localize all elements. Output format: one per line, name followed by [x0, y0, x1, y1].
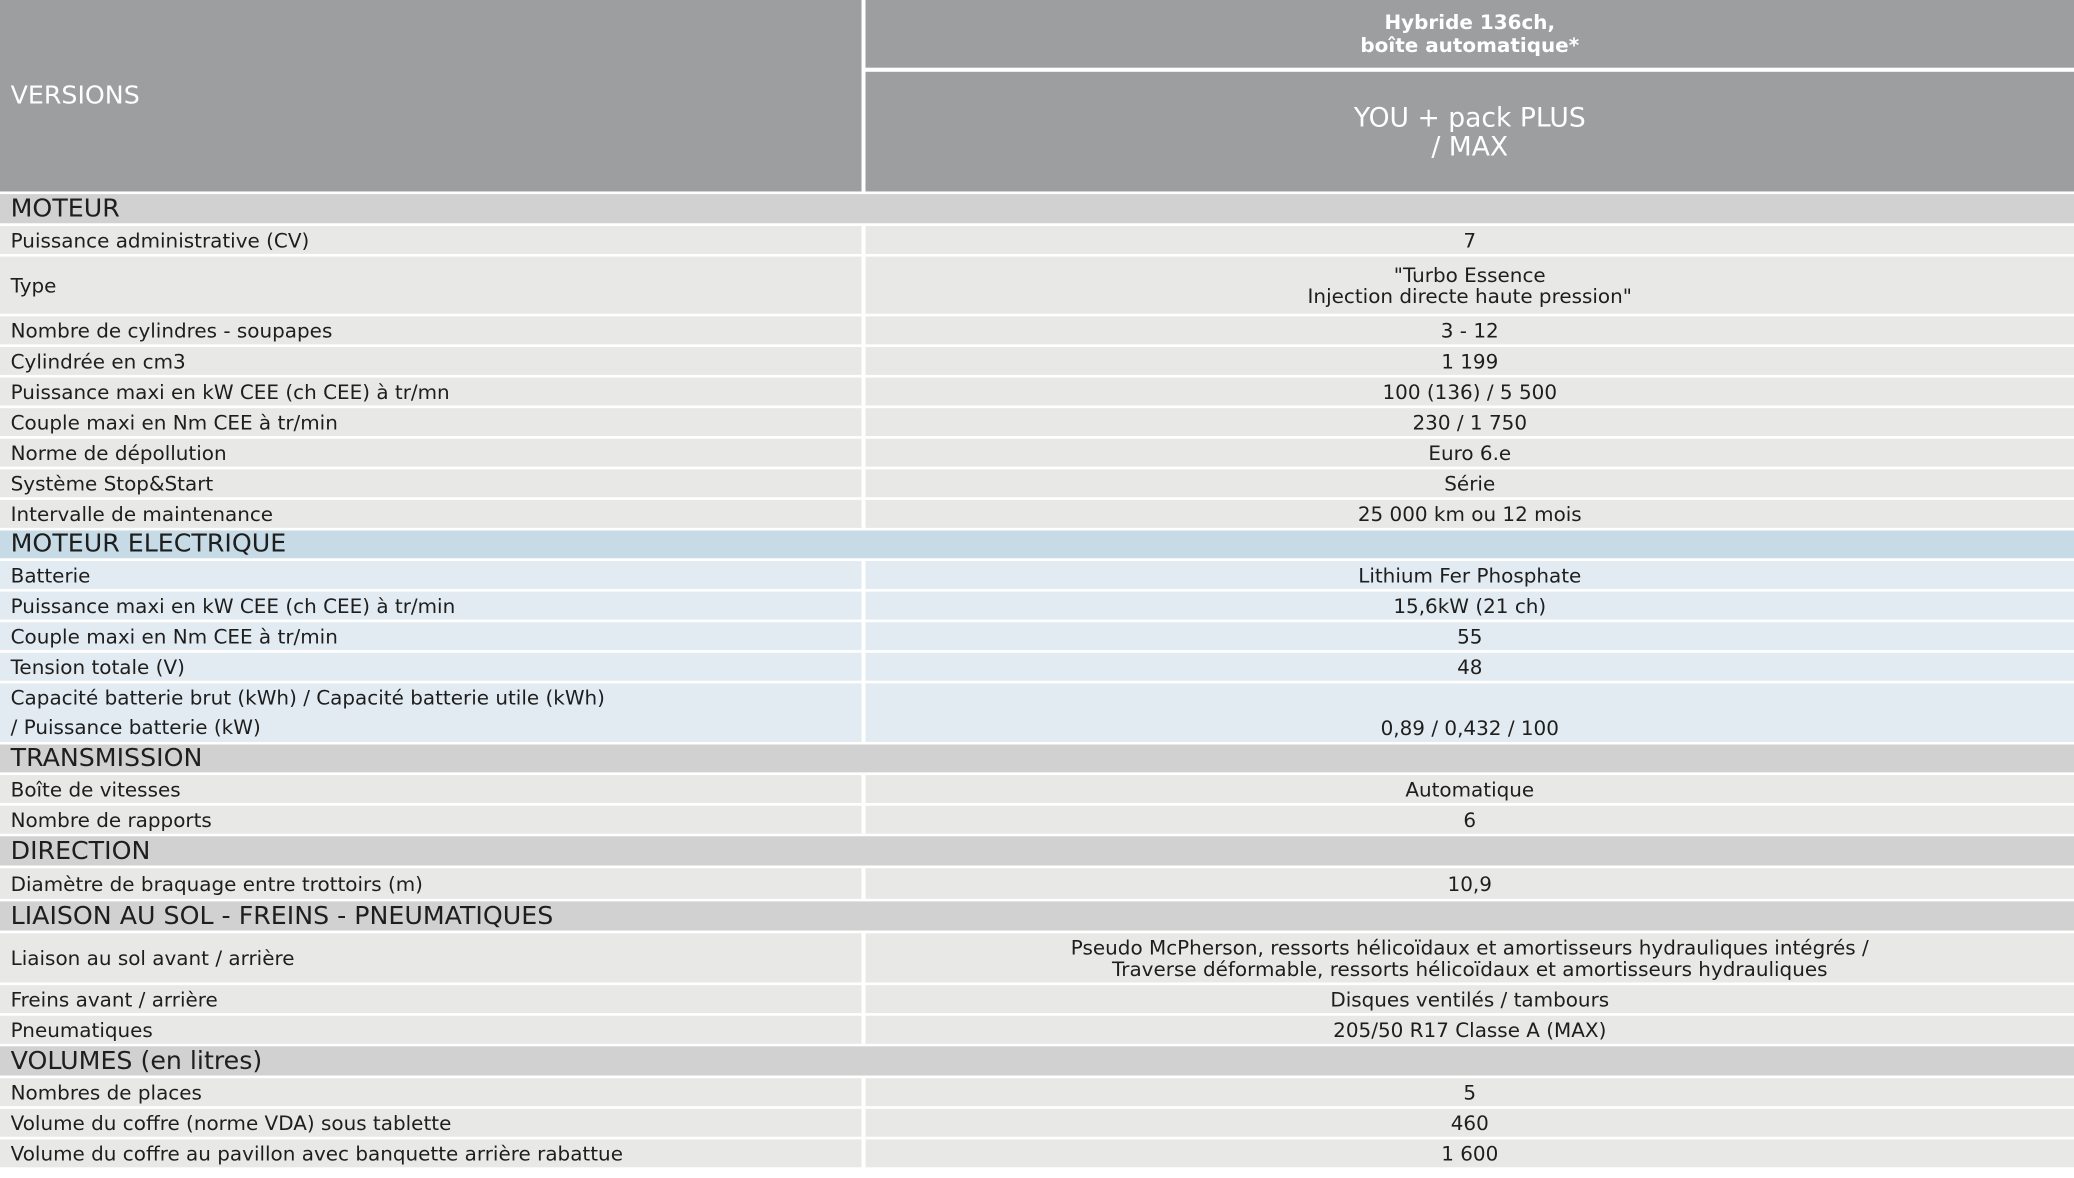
section-volumes: VOLUMES (en litres): [0, 1044, 2074, 1076]
row-value: 0,89 / 0,432 / 100: [866, 683, 2074, 741]
row-value: Pseudo McPherson, ressorts hélicoïdaux et amortisseurs hydrauliques intégrés / Traverse déformable, ressorts hélicoïdaux et amortisseurs hydrauliques: [866, 933, 2074, 982]
table-row: [0, 1106, 2074, 1137]
row-value: 230 / 1 750: [866, 408, 2074, 436]
row-label: Puissance administrative (CV): [0, 226, 862, 254]
row-label: Type: [0, 257, 862, 314]
table-row: [0, 223, 2074, 254]
row-label: Cylindrée en cm3: [0, 347, 862, 375]
table-row: [0, 772, 2074, 803]
row-value: "Turbo Essence Injection directe haute pression": [866, 257, 2074, 314]
table-row: [0, 314, 2074, 345]
row-value: Série: [866, 469, 2074, 497]
row-value: 10,9: [866, 868, 2074, 899]
row-value: 1 199: [866, 347, 2074, 375]
table-row: [0, 681, 2074, 742]
table-row: [0, 1013, 2074, 1044]
section-liaison-au-sol: LIAISON AU SOL - FREINS - PNEUMATIQUES: [0, 899, 2074, 931]
row-label: Volume du coffre au pavillon avec banquette arrière rabattue: [0, 1139, 862, 1167]
row-label: Intervalle de maintenance: [0, 500, 862, 528]
trim-title: YOU + pack PLUS / MAX: [866, 72, 2074, 192]
row-label: Volume du coffre (norme VDA) sous tablette: [0, 1109, 862, 1137]
row-label: Norme de dépollution: [0, 439, 862, 467]
row-label: Système Stop&Start: [0, 469, 862, 497]
row-label: Tension totale (V): [0, 653, 862, 681]
table-row: [0, 436, 2074, 467]
table-row: [0, 254, 2074, 314]
table-row: [0, 866, 2074, 899]
row-label: Puissance maxi en kW CEE (ch CEE) à tr/min: [0, 592, 862, 620]
row-value: 6: [866, 806, 2074, 834]
row-value: 3 - 12: [866, 316, 2074, 344]
row-value: 100 (136) / 5 500: [866, 378, 2074, 406]
row-label: Liaison au sol avant / arrière: [0, 933, 862, 982]
versions-header: VERSIONS: [0, 0, 862, 191]
row-label: [0, 683, 862, 741]
table-row: [0, 1137, 2074, 1168]
row-value: 48: [866, 653, 2074, 681]
row-label: Pneumatiques: [0, 1016, 862, 1044]
row-value: 460: [866, 1109, 2074, 1137]
table-row: [0, 1076, 2074, 1107]
table-row: [0, 650, 2074, 681]
row-label: Batterie: [0, 561, 862, 589]
row-value: 25 000 km ou 12 mois: [866, 500, 2074, 528]
section-moteur-electrique: MOTEUR ELECTRIQUE: [0, 528, 2074, 559]
row-label: Freins avant / arrière: [0, 985, 862, 1013]
row-value: 15,6kW (21 ch): [866, 592, 2074, 620]
row-value: 205/50 R17 Classe A (MAX): [866, 1016, 2074, 1044]
row-label: Puissance maxi en kW CEE (ch CEE) à tr/mn: [0, 378, 862, 406]
table-row: [0, 620, 2074, 651]
row-label: Couple maxi en Nm CEE à tr/min: [0, 622, 862, 650]
table-row: [0, 467, 2074, 498]
section-direction: DIRECTION: [0, 834, 2074, 866]
row-label-line: Capacité batterie brut (kWh) / Capacité batterie utile (kWh): [10, 686, 605, 710]
table-row: [0, 497, 2074, 528]
table-row: [0, 375, 2074, 406]
section-transmission: TRANSMISSION: [0, 742, 2074, 773]
row-value: Automatique: [866, 775, 2074, 803]
row-label: Nombres de places: [0, 1078, 862, 1106]
row-value: 7: [866, 226, 2074, 254]
version-column-header: [866, 0, 2074, 191]
row-value: 5: [866, 1078, 2074, 1106]
section-moteur: MOTEUR: [0, 191, 2074, 223]
table-row: [0, 983, 2074, 1014]
row-label: Nombre de cylindres - soupapes: [0, 316, 862, 344]
table-row: [0, 589, 2074, 620]
row-label: Nombre de rapports: [0, 806, 862, 834]
row-value: Euro 6.e: [866, 439, 2074, 467]
engine-title: Hybride 136ch, boîte automatique*: [866, 0, 2074, 68]
row-value: 55: [866, 622, 2074, 650]
table-row: [0, 931, 2074, 983]
row-value: 1 600: [866, 1139, 2074, 1167]
table-row: [0, 405, 2074, 436]
table-row: [0, 803, 2074, 834]
row-label: Boîte de vitesses: [0, 775, 862, 803]
row-label: Diamètre de braquage entre trottoirs (m): [0, 868, 862, 899]
row-label: Couple maxi en Nm CEE à tr/min: [0, 408, 862, 436]
table-row: [0, 558, 2074, 589]
table-header: [0, 0, 2074, 191]
row-value: Lithium Fer Phosphate: [866, 561, 2074, 589]
table-row: [0, 344, 2074, 375]
row-value: Disques ventilés / tambours: [866, 985, 2074, 1013]
row-label-line: / Puissance batterie (kW): [10, 715, 261, 740]
